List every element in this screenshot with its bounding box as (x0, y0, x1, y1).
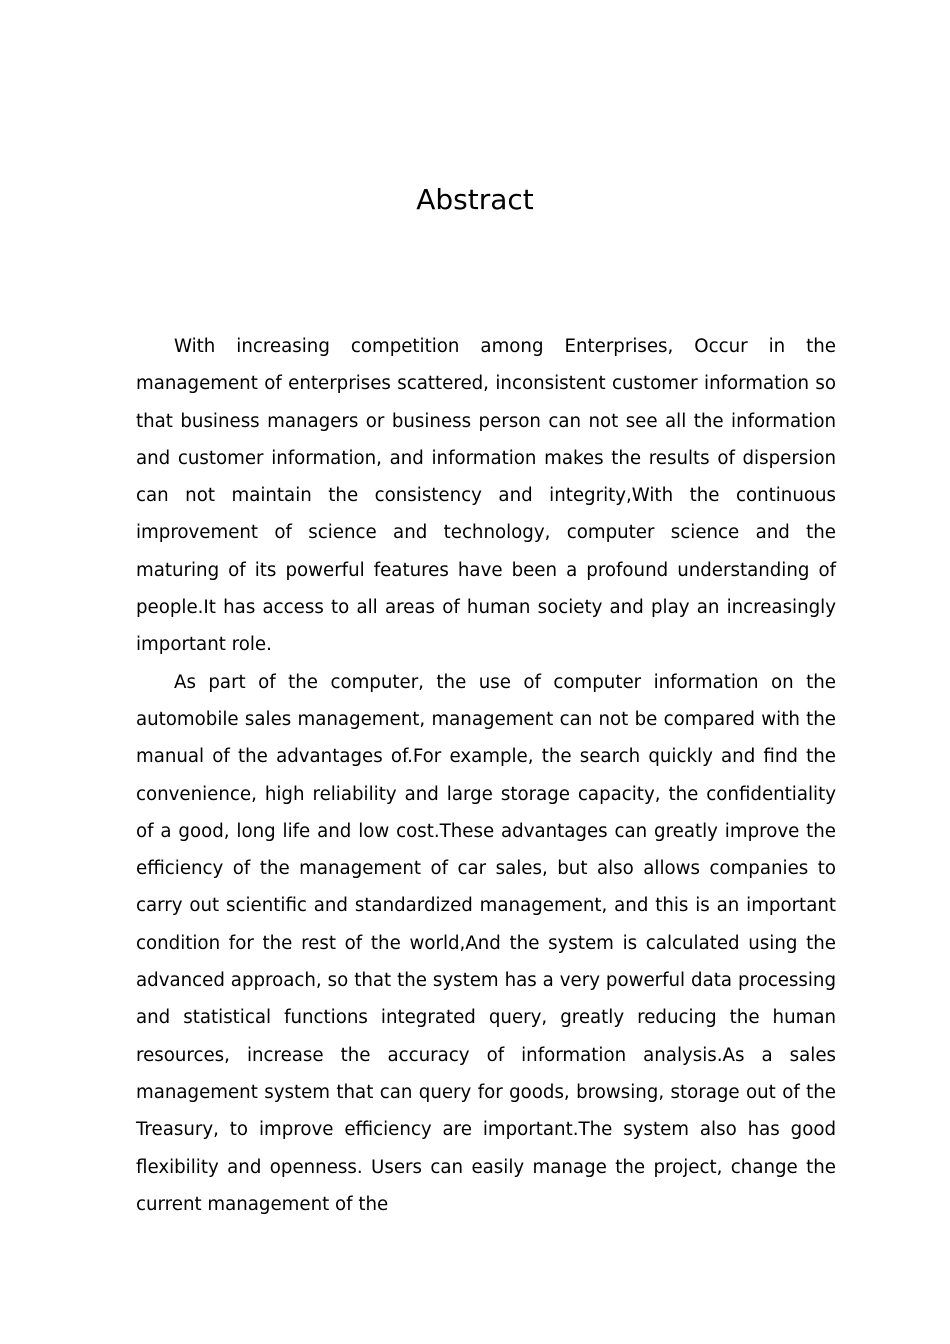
abstract-paragraph-1: With increasing competition among Enterprises, Occur in the management of enterprises scattered, inconsistent customer information so that business managers or business person can not see all the information and customer information, and information makes the results of dispersion can not maintain the consistency and integrity,With the continuous improvement of science and technology, computer science and the maturing of its powerful features have been a profound understanding of people.It has access to all areas of human society and play an increasingly important role. (136, 336, 836, 656)
page-title: Abstract (416, 183, 534, 216)
abstract-paragraph-2: As part of the computer, the use of computer information on the automobile sales management, management can not be compared with the manual of the advantages of.For example, the search quickly and find the convenience, high reliability and large storage capacity, the confidentiality of a good, long life and low cost.These advantages can greatly improve the efficiency of the management of car sales, but also allows companies to carry out scientific and standardized management, and this is an important condition for the rest of the world,And the system is calculated using the advanced approach, so that the system has a very powerful data processing and statistical functions integrated query, greatly reducing the human resources, increase the accuracy of information analysis.As a sales management system that can query for goods, browsing, storage out of the Treasury, to improve efficiency are important.The system also has good flexibility and openness. Users can easily manage the project, change the current management of the (136, 671, 836, 1215)
abstract-body (136, 328, 836, 1223)
